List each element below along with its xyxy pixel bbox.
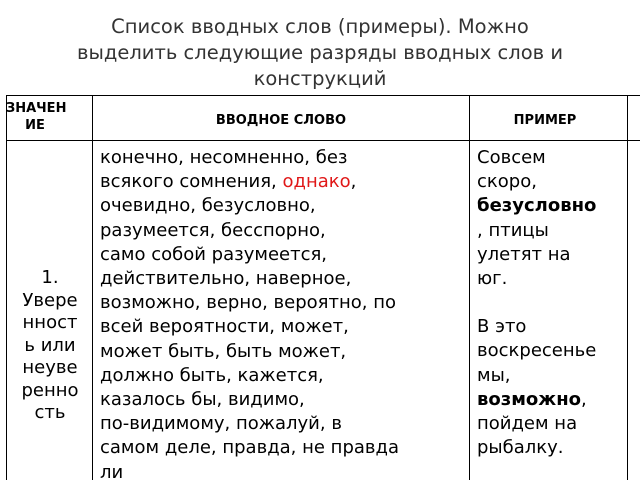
table-right-border <box>627 95 628 480</box>
words-line: разумеется, бесспорно, <box>100 219 326 241</box>
example-keyword: безусловно <box>477 195 597 217</box>
example-cell <box>477 146 622 460</box>
meaning-line: нност <box>22 312 78 333</box>
column-divider <box>469 95 470 480</box>
words-text: , <box>350 171 357 193</box>
words-line: по-видимому, пожалуй, в <box>100 413 342 435</box>
meaning-line: Увере <box>22 289 78 311</box>
words-line: действительно, наверное, <box>100 268 352 290</box>
example-spacer <box>477 291 622 315</box>
words-line: должно быть, кажется, <box>100 364 324 386</box>
example-line: В это <box>477 316 527 338</box>
meaning-line: ренно <box>21 379 79 401</box>
header-meaning <box>6 100 67 134</box>
words-line: казалось бы, видимо, <box>100 389 305 411</box>
words-line: самом деле, правда, не правда <box>100 437 399 459</box>
example-line: пойдем на <box>477 413 578 435</box>
example-line: мы, <box>477 364 511 386</box>
header-intro-word: ВВОДНОЕ СЛОВО <box>215 113 347 128</box>
words-line: само собой разумеется, <box>100 243 328 265</box>
title-line: конструкций <box>253 67 387 90</box>
table-top-border <box>6 95 640 96</box>
example-line: воскресенье <box>477 340 597 362</box>
title-line: выделить следующие разряды вводных слов и <box>76 41 564 64</box>
words-line: конечно, несомненно, без <box>100 147 348 168</box>
title-line: Список вводных слов (примеры). Можно <box>111 15 529 38</box>
example-line: скоро, <box>477 171 537 193</box>
header-meaning-part: ЗНАЧЕН <box>6 101 67 116</box>
example-line: , птицы <box>477 219 549 241</box>
words-line: ли <box>100 461 124 480</box>
example-line <box>477 194 622 218</box>
meaning-line: ь или <box>24 334 76 356</box>
meaning-line: 1. <box>41 267 59 288</box>
meaning-line: сть <box>34 402 66 423</box>
example-text: , <box>581 388 587 410</box>
words-line: всей вероятности, может, <box>100 316 349 338</box>
meaning-cell <box>10 267 90 425</box>
table-left-border <box>6 95 7 480</box>
words-text: всякого сомнения, <box>100 171 283 193</box>
words-line: очевидно, безусловно, <box>100 195 316 217</box>
example-line: рыбалку. <box>477 437 564 459</box>
words-line: возможно, верно, вероятно, по <box>100 292 396 314</box>
column-divider <box>92 95 93 480</box>
example-line: юг. <box>477 268 508 290</box>
example-line <box>477 388 622 412</box>
example-keyword: возможно <box>477 388 582 410</box>
example-line: Совсем <box>477 147 546 168</box>
header-separator <box>6 140 640 141</box>
highlighted-word: однако <box>282 171 351 193</box>
words-line: может быть, быть может, <box>100 340 347 362</box>
example-line: улетят на <box>477 243 571 265</box>
intro-words-cell <box>100 146 466 480</box>
meaning-line: неуве <box>22 357 78 378</box>
words-line <box>100 170 466 194</box>
header-example: ПРИМЕР <box>513 113 577 128</box>
header-meaning-part: ИЕ <box>25 118 45 133</box>
